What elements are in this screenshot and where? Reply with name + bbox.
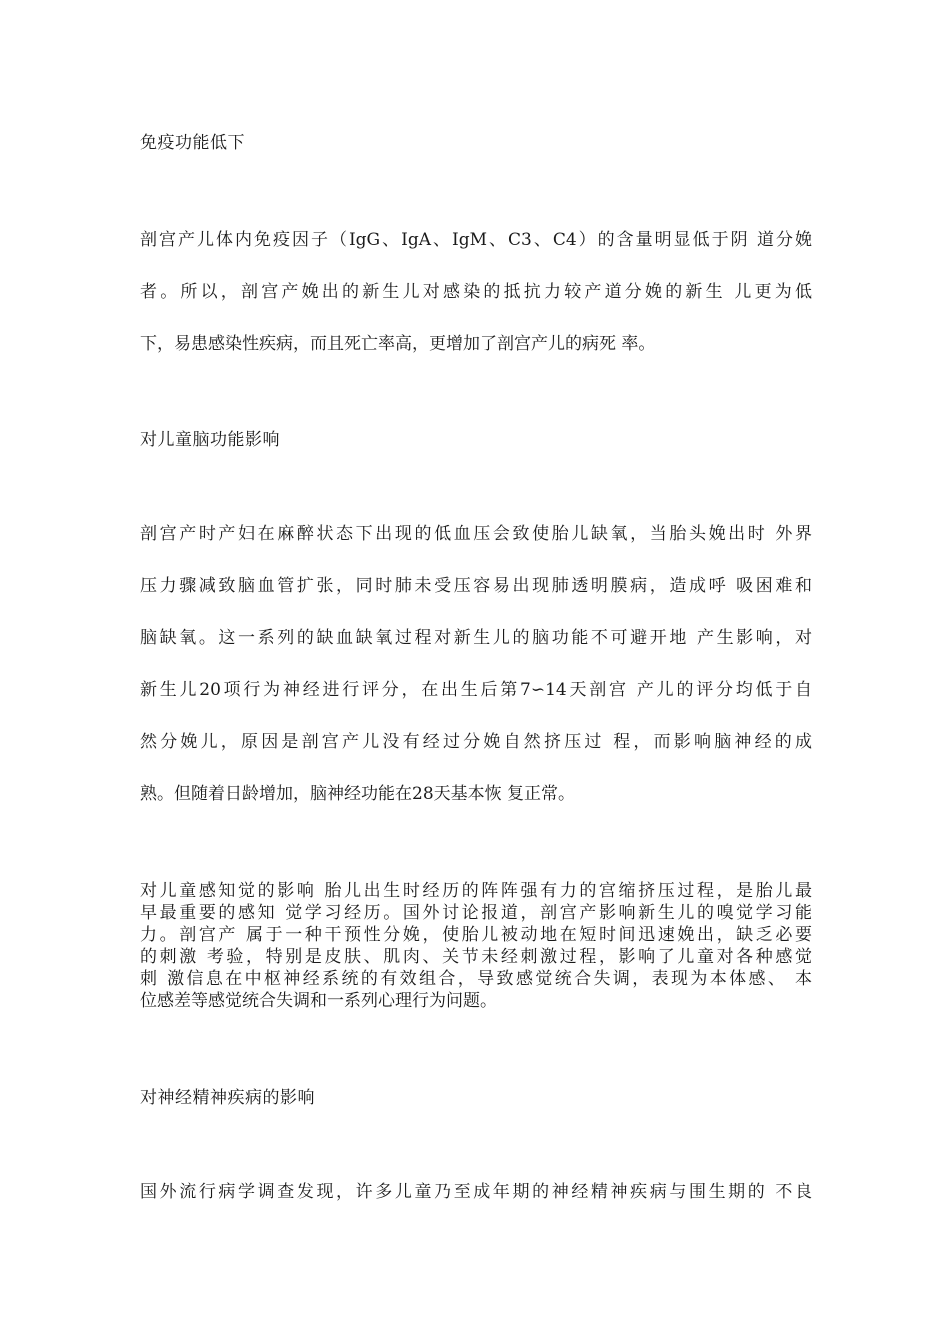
paragraph-immune bbox=[140, 214, 812, 370]
text-line: 下，易患感染性疾病，而且死亡率高，更增加了剖宫产儿的病死 率。 bbox=[140, 334, 656, 354]
section-heading-neuro: 对神经精神疾病的影响 bbox=[140, 1088, 315, 1108]
text-line: 位感差等感觉统合失调和一系列心理行为问题。 bbox=[140, 991, 497, 1011]
text-line: 早最重要的感知 觉学习经历。国外讨论报道，剖宫产影响新生儿的嗅觉学习能 bbox=[140, 903, 812, 923]
paragraph-brain bbox=[140, 508, 812, 820]
text-line: 压力骤减致脑血管扩张，同时肺未受压容易出现肺透明膜病，造成呼 吸困难和 bbox=[140, 576, 812, 596]
text-line: 熟。但随着日龄增加，脑神经功能在28天基本恢 复正常。 bbox=[140, 784, 576, 804]
text-line: 刺 激信息在中枢神经系统的有效组合，导致感觉统合失调，表现为本体感、 本 bbox=[140, 969, 812, 989]
text-line: 的刺激 考验，特别是皮肤、肌肉、关节未经刺激过程，影响了儿童对各种感觉 bbox=[140, 947, 812, 967]
text-line: 然分娩儿，原因是剖宫产儿没有经过分娩自然挤压过 程，而影响脑神经的成 bbox=[140, 732, 812, 752]
paragraph-perception bbox=[140, 880, 812, 1012]
text-line: 者。所以，剖宫产娩出的新生儿对感染的抵抗力较产道分娩的新生 儿更为低 bbox=[140, 282, 812, 302]
text-line: 剖宫产时产妇在麻醉状态下出现的低血压会致使胎儿缺氧，当胎头娩出时 外界 bbox=[140, 524, 812, 544]
text-line: 新生儿20项行为神经进行评分，在出生后第7∽14天剖宫 产儿的评分均低于自 bbox=[140, 680, 812, 700]
text-line: 力。剖宫产 属于一种干预性分娩，使胎儿被动地在短时间迅速娩出，缺乏必要 bbox=[140, 925, 812, 945]
section-heading-brain: 对儿童脑功能影响 bbox=[140, 430, 280, 450]
text-line: 国外流行病学调查发现，许多儿童乃至成年期的神经精神疾病与围生期的 不良 bbox=[140, 1182, 812, 1202]
text-line: 脑缺氧。这一系列的缺血缺氧过程对新生儿的脑功能不可避开地 产生影响，对 bbox=[140, 628, 812, 648]
text-line: 对儿童感知觉的影响 胎儿出生时经历的阵阵强有力的宫缩挤压过程，是胎儿最 bbox=[140, 881, 812, 901]
text-line: 剖宫产儿体内免疫因子（IgG、IgA、IgM、C3、C4）的含量明显低于阴 道分娩 bbox=[140, 230, 812, 250]
paragraph-neuro bbox=[140, 1166, 812, 1218]
section-heading-immune: 免疫功能低下 bbox=[140, 133, 245, 153]
